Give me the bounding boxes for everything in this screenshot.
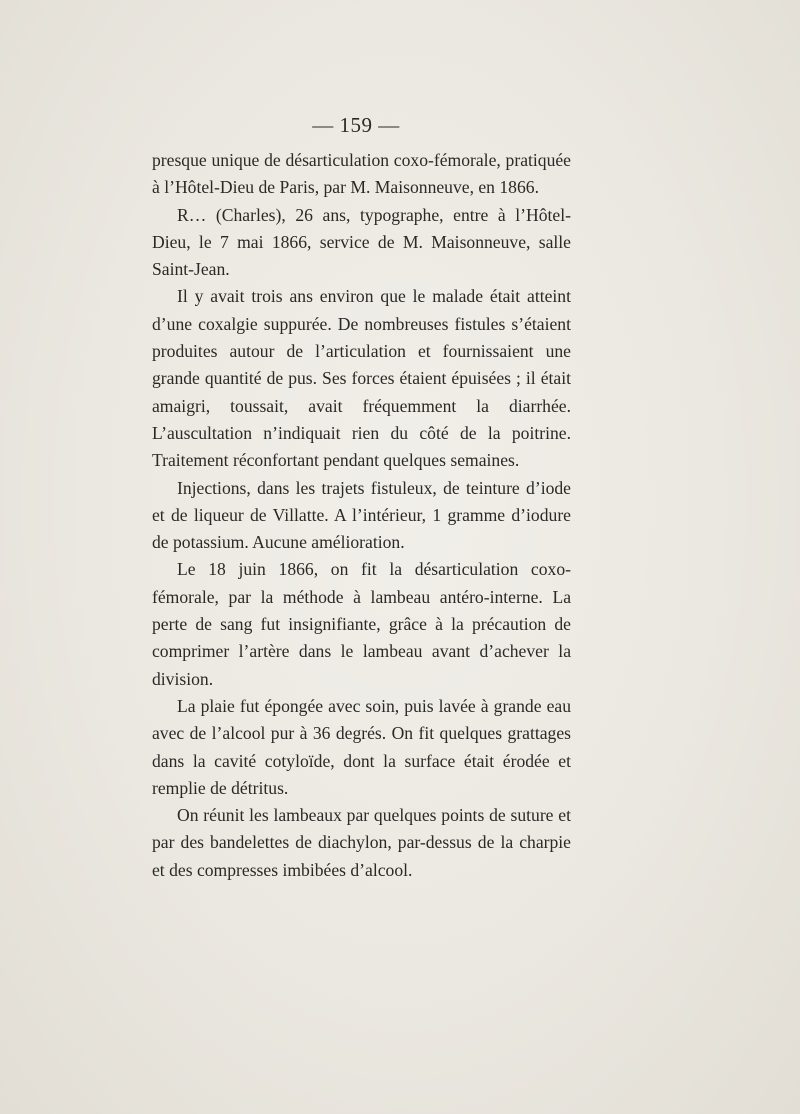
paragraph-wound-care: La plaie fut épongée avec soin, puis lavée à grande eau avec de l’alcool pur à 36 degrés. On fit quelques grattages dans la cavité cotyloïde, dont la surface était érodée et remplie de détritus. xyxy=(152,695,571,798)
page-number: — 159 — xyxy=(312,113,400,137)
paragraph-patient-intro: R… (Charles), 26 ans, typographe, entre à l’Hôtel-Dieu, le 7 mai 1866, service de M. Maisonneuve, salle Saint-Jean. xyxy=(152,204,571,280)
paragraph-injections: Injections, dans les trajets fistuleux, de teinture d’iode et de liqueur de Villatte. A l’intérieur, 1 gramme d’iodure de potassium. Aucune amélioration. xyxy=(152,477,571,553)
paragraph-history: Il y avait trois ans environ que le malade était atteint d’une coxalgie suppurée. De nombreuses fistules s’étaient produites autour de l’articulation et fournissaient une grande quantité de pus. Ses forces étaient épuisées ; il était amaigri, toussait, avait fréquemment la diarrhée. L’auscultation n’indiquait rien du côté de la poitrine. Traitement réconfortant pendant quelques semaines. xyxy=(152,286,571,471)
body-text xyxy=(152,147,571,884)
paragraph-closure: On réunit les lambeaux par quelques points de suture et par des bandelettes de diachylon, par-dessus de la charpie et des compresses imbibées d’alcool. xyxy=(152,805,571,880)
paragraph-operation: Le 18 juin 1866, on fit la désarticulation coxo-fémorale, par la méthode à lambeau antéro-interne. La perte de sang fut insignifiante, grâce à la précaution de comprimer l’artère dans le lambeau avant d’achever la division. xyxy=(152,559,571,689)
paragraph-continued: presque unique de désarticulation coxo-fémorale, pratiquée à l’Hôtel-Dieu de Paris, par M. Maisonneuve, en 1866. xyxy=(152,150,571,198)
